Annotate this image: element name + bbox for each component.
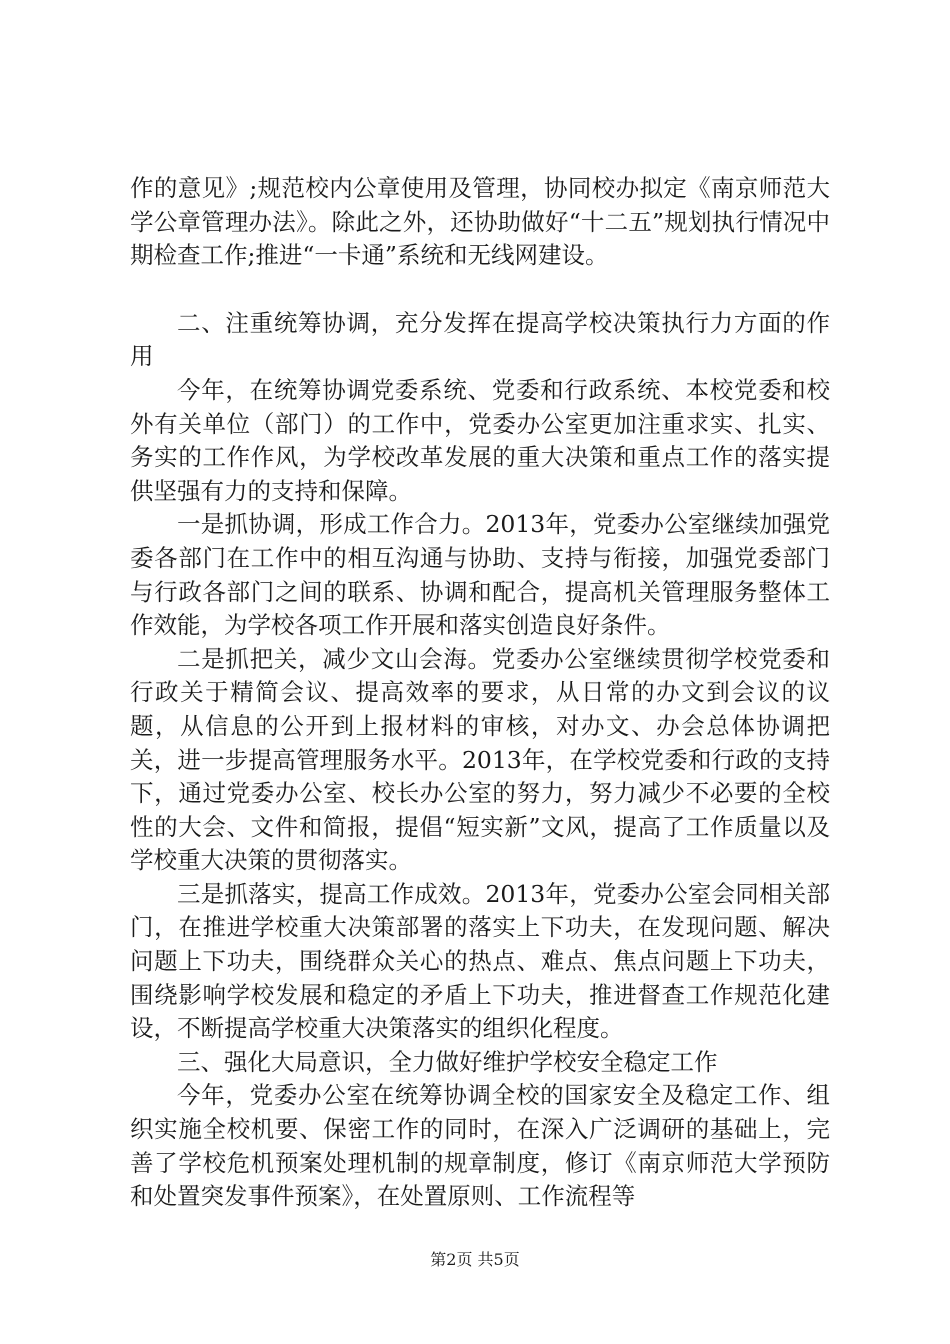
document-body: [130, 172, 830, 1214]
paragraph: 二是抓把关，减少文山会海。党委办公室继续贯彻学校党委和行政关于精简会议、提高效率的要求，从日常的办文到会议的议题，从信息的公开到上报材料的审核，对办文、办会总体协调把关，进一步提高管理服务水平。2013年，在学校党委和行政的支持下，通过党委办公室、校长办公室的努力，努力减少不必要的全校性的大会、文件和简报，提倡“短实新”文风，提高了工作质量以及学校重大决策的贯彻落实。: [130, 644, 830, 875]
paragraph-gap: [130, 273, 830, 307]
page-number-footer: 第2页 共5页: [430, 1250, 520, 1269]
section-heading-3: 三、强化大局意识，全力做好维护学校安全稳定工作: [177, 1047, 718, 1076]
paragraph: 三是抓落实，提高工作成效。2013年，党委办公室会同相关部门，在推进学校重大决策部署的落实上下功夫，在发现问题、解决问题上下功夫，围绕群众关心的热点、难点、焦点问题上下功夫，围绕影响学校发展和稳定的矛盾上下功夫，推进督查工作规范化建设，不断提高学校重大决策落实的组织化程度。: [130, 879, 830, 1043]
section-heading-2: 二、注重统筹协调，充分发挥在提高学校决策执行力方面的作用: [130, 308, 830, 371]
paragraph: 今年，党委办公室在统筹协调全校的国家安全及稳定工作、组织实施全校机要、保密工作的同时，在深入广泛调研的基础上，完善了学校危机预案处理机制的规章制度，修订《南京师范大学预防和处置突发事件预案》，在处置原则、工作流程等: [130, 1081, 830, 1211]
paragraph: 一是抓协调，形成工作合力。2013年，党委办公室继续加强党委各部门在工作中的相互沟通与协助、支持与衔接，加强党委部门与行政各部门之间的联系、协调和配合，提高机关管理服务整体工作效能，为学校各项工作开展和落实创造良好条件。: [130, 510, 830, 640]
paragraph: 今年，在统筹协调党委系统、党委和行政系统、本校党委和校外有关单位（部门）的工作中，党委办公室更加注重求实、扎实、务实的工作作风，为学校改革发展的重大决策和重点工作的落实提供坚强有力的支持和保障。: [130, 375, 830, 505]
paragraph-continued: 作的意见》;规范校内公章使用及管理，协同校办拟定《南京师范大学公章管理办法》。除此之外，还协助做好“十二五”规划执行情况中期检查工作;推进“一卡通”系统和无线网建设。: [130, 174, 830, 270]
